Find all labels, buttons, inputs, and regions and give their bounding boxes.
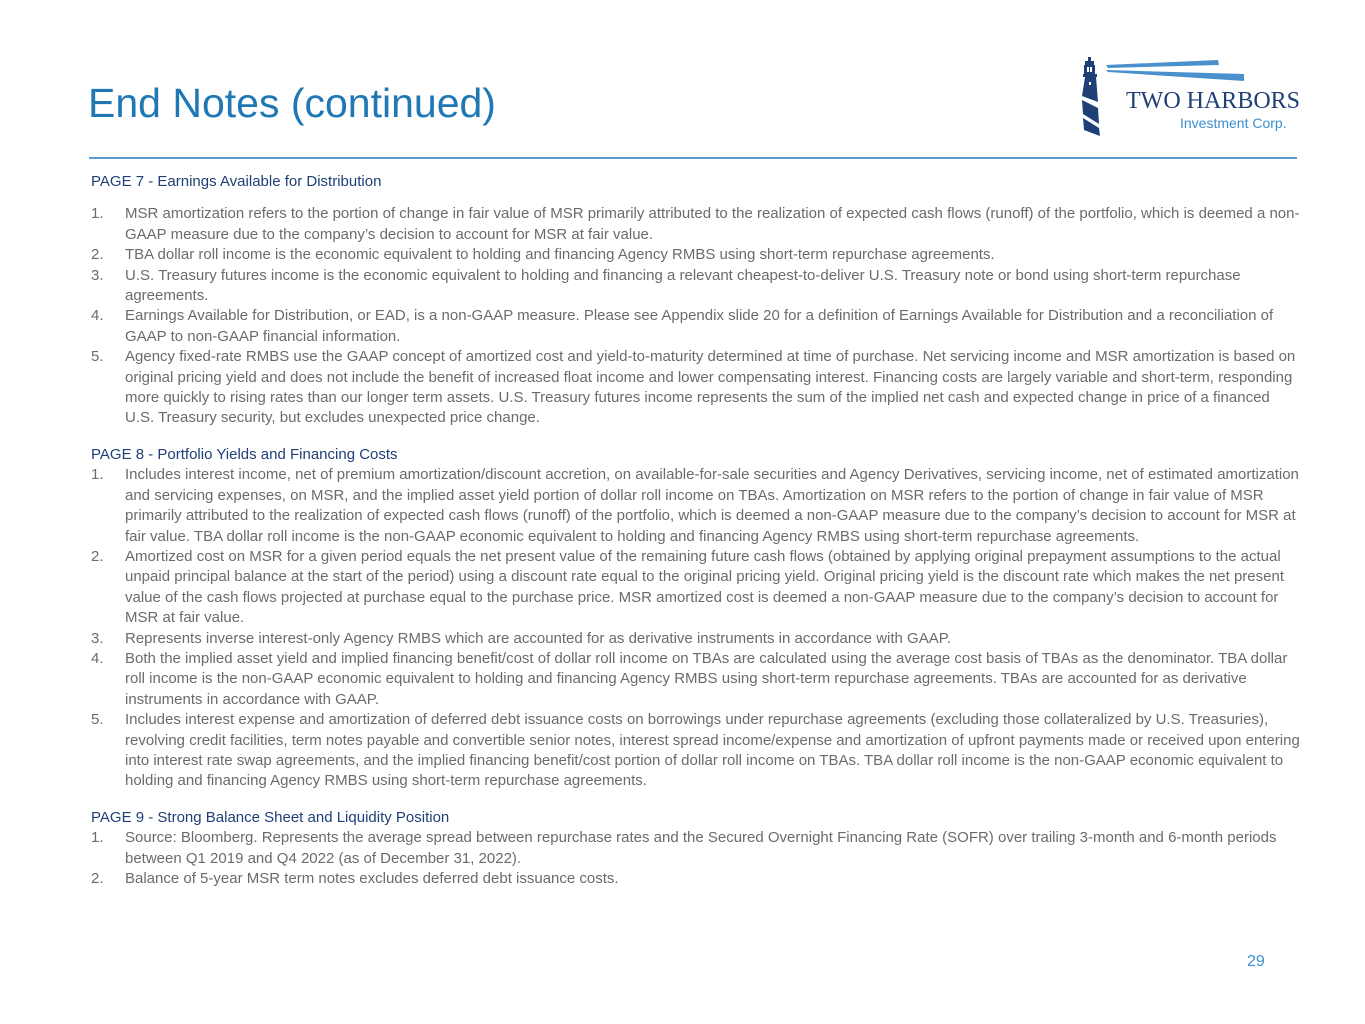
- page-title: End Notes (continued): [88, 80, 496, 126]
- note-number: 2.: [91, 870, 104, 887]
- note-number: 1.: [91, 829, 104, 847]
- note-text: Earnings Available for Distribution, or EAD, is a non-GAAP measure. Please see Appendix slide 20 for a definition of Earnings Available for Distribution and a reconciliation of GAAP to non-GAAP financial information.: [125, 307, 1274, 345]
- note-item: [91, 869, 1301, 889]
- note-number: 1.: [91, 205, 104, 223]
- section-heading: PAGE 8 - Portfolio Yields and Financing Costs: [91, 445, 398, 463]
- note-text: Balance of 5-year MSR term notes excludes deferred debt issuance costs.: [125, 870, 619, 887]
- note-item: [91, 204, 1301, 245]
- section-heading: PAGE 7 - Earnings Available for Distribution: [91, 173, 382, 190]
- note-number: 2.: [91, 246, 104, 264]
- note-number: 1.: [91, 466, 104, 484]
- note-item: [91, 629, 1301, 649]
- note-item: [91, 710, 1301, 792]
- note-text: Both the implied asset yield and implied financing benefit/cost of dollar roll income on TBAs are calculated using the average cost basis of TBAs as the denominator. TBA dollar roll income is the non-GAAP economic equivalent to holding and financing Agency RMBS using short-term repurchase agreements. TBAs are accounted for as derivative instruments in accordance with GAAP.: [125, 649, 1288, 708]
- note-number: 2.: [91, 547, 104, 565]
- note-item: [91, 547, 1301, 629]
- note-text: Includes interest income, net of premium amortization/discount accretion, on available-for-sale securities and Agency Derivatives, servicing income, net of estimated amortization and servicing expenses, on MSR, and the implied asset yield portion of dollar roll income on TBAs. Amortization on MSR refers to the portion of change in fair value of MSR primarily attributed to the realization of expected cash flows (runoff) of the portfolio, which is deemed a non-GAAP measure due to the company’s decision to account for MSR at fair value. TBA dollar roll income is the non-GAAP economic equivalent to holding and financing Agency RMBS using short-term repurchase agreements.: [125, 466, 1299, 545]
- note-number: 5.: [91, 348, 104, 366]
- end-notes-content: [91, 172, 1301, 905]
- note-text: Agency fixed-rate RMBS use the GAAP concept of amortized cost and yield-to-maturity determined at time of purchase. Net servicing income and MSR amortization is based on original pricing yield and does not include the benefit of increased float income and lower compensating interest. Financing costs are largely variable and short-term, responding more quickly to rising rates than our longer term assets. U.S. Treasury futures income represents the sum of the implied net cash and expected change in price of a financed U.S. Treasury security, but excludes unexpected price change.: [125, 348, 1296, 427]
- note-item: [91, 266, 1301, 307]
- note-text: MSR amortization refers to the portion of change in fair value of MSR primarily attributed to the realization of expected cash flows (runoff) of the portfolio, which is deemed a non-GAAP measure due to the company’s decision to account for MSR at fair value.: [125, 205, 1300, 243]
- note-text: TBA dollar roll income is the economic equivalent to holding and financing Agency RMBS using short-term repurchase agreements.: [125, 246, 995, 264]
- section-page-9: [91, 808, 1301, 890]
- note-item: [91, 306, 1301, 347]
- note-item: [91, 649, 1301, 710]
- section-heading: PAGE 9 - Strong Balance Sheet and Liquidity Position: [91, 808, 450, 826]
- note-number: 5.: [91, 711, 104, 729]
- note-number: 4.: [91, 307, 104, 325]
- logo-subtitle: Investment Corp.: [1180, 115, 1287, 131]
- note-text: U.S. Treasury futures income is the economic equivalent to holding and financing a relevant cheapest-to-deliver U.S. Treasury note or bond using short-term repurchase agreements.: [125, 266, 1241, 305]
- note-number: 4.: [91, 649, 104, 667]
- note-text: Source: Bloomberg. Represents the average spread between repurchase rates and the Secured Overnight Financing Rate (SOFR) over trailing 3-month and 6-month periods between Q1 2019 and Q4 2022 (as of December 31, 2022).: [125, 829, 1277, 867]
- notes-list: [91, 828, 1301, 889]
- note-text: Represents inverse interest-only Agency RMBS which are accounted for as derivative instruments in accordance with GAAP.: [125, 629, 951, 647]
- section-page-7: [91, 172, 1301, 429]
- note-item: [91, 347, 1301, 429]
- note-number: 3.: [91, 266, 104, 284]
- logo-name: TWO HARBORS: [1126, 88, 1301, 114]
- note-item: [91, 828, 1301, 869]
- notes-list: [91, 465, 1301, 792]
- company-logo: [1078, 52, 1308, 142]
- note-number: 3.: [91, 629, 104, 647]
- notes-list: [91, 204, 1301, 428]
- note-text: Includes interest expense and amortization of deferred debt issuance costs on borrowings under repurchase agreements (excluding those collateralized by U.S. Treasuries), revolving credit facilities, term notes payable and convertible senior notes, interest spread income/expense and amortization of upfront payments made or received upon entering into interest rate swap agreements, and the implied financing benefit/cost portion of dollar roll income on TBAs. TBA dollar roll income is the non-GAAP economic equivalent to holding and financing Agency RMBS using short-term repurchase agreements.: [125, 711, 1300, 790]
- title-divider: [89, 157, 1297, 159]
- section-page-8: [91, 445, 1301, 792]
- note-item: [91, 465, 1301, 547]
- note-item: [91, 245, 1301, 265]
- page-number: 29: [1247, 953, 1265, 970]
- note-text: Amortized cost on MSR for a given period equals the net present value of the remaining future cash flows (obtained by applying original prepayment assumptions to the actual unpaid principal balance at the start of the period) using a discount rate equal to the original pricing yield. Original pricing yield is the discount rate which makes the net present value of the cash flows projected at purchase equal to the purchase price. MSR amortized cost is deemed a non-GAAP measure due to the company’s decision to account for MSR at fair value.: [125, 547, 1284, 627]
